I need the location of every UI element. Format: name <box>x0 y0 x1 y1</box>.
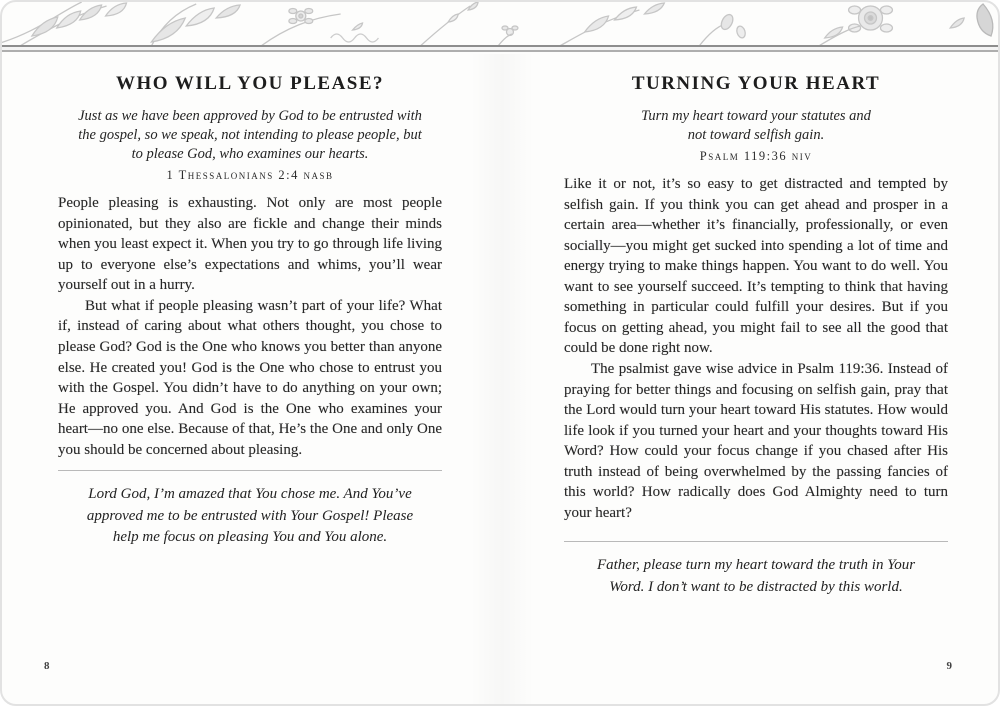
floral-header-art <box>2 2 998 46</box>
body-paragraph: But what if people pleasing wasn’t part of your life? What if, instead of caring about what others thought, you chose to please God? God is the One who knows you better than anyone else. He created you! God is the One who chose to entrust you with the Gospel. You didn’t have to do anything on your own; He approved you. And God is the One who examines your heart—no one else. Because of that, He’s the One and only One you should be concerned about pleasing. <box>58 297 442 458</box>
prayer-divider-rule-left <box>58 470 442 471</box>
devotion-body-left <box>58 193 442 460</box>
body-paragraph: People pleasing is exhausting. Not only are most people opinionated, but they also are fickle and change their minds when you least expect it. When you try to go through life living up to everyone else’s expectations and whims, you’ll wear yourself out in a hurry. <box>58 195 442 294</box>
body-paragraph: Like it or not, it’s so easy to get distracted and tempted by selfish gain. If you think you can get ahead and prosper in a certain area—whether it’s financially, professionally, or even socially—you might get sucked into spending a lot of time and energy trying to make things happen. You want to do well. You want to see yourself succeed. It’s tempting to think that having something in particular could fulfill your desires. But if you focus on getting ahead, you might fail to see all the good that could be done right now. <box>564 176 948 357</box>
devotion-body-right <box>564 174 948 523</box>
devotion-title-right: TURNING YOUR HEART <box>631 73 881 94</box>
page-gutter-shadow <box>470 54 534 704</box>
page-number-left: 8 <box>44 660 50 672</box>
header-double-rule <box>2 45 998 52</box>
closing-prayer-right: Father, please turn my heart toward the truth in Your Word. I don’t want to be distracted by this world. <box>596 557 916 595</box>
right-page <box>564 52 948 598</box>
prayer-divider-rule-right <box>564 541 948 542</box>
scripture-epigraph-right: Turn my heart toward your statutes and not toward selfish gain. <box>641 107 871 143</box>
left-page <box>58 52 442 548</box>
devotion-title-left: WHO WILL YOU PLEASE? <box>115 73 385 94</box>
page-number-right: 9 <box>946 660 952 672</box>
scripture-reference-left: 1 Thessalonians 2:4 nasb <box>166 168 334 183</box>
body-paragraph: The psalmist gave wise advice in Psalm 119:36. Instead of praying for better things and focusing on selfish gain, pray that the Lord would turn your heart toward His statutes. How would life look if you turned your heart and your thoughts toward His Word? How could your focus change if you chased after His truth instead of being overwhelmed by the passing fancies of this world? How radically does God Almighty need to turn your heart? <box>564 360 948 521</box>
scripture-reference-right: Psalm 119:36 niv <box>699 149 813 164</box>
closing-prayer-left: Lord God, I’m amazed that You chose me. And You’ve approved me to be entrusted with Your Gospel! Please help me focus on pleasing You and You alone. <box>86 486 414 545</box>
scripture-epigraph-left: Just as we have been approved by God to be entrusted with the gospel, so we speak, not intending to please people, but to please God, who examines our hearts. <box>78 107 422 163</box>
